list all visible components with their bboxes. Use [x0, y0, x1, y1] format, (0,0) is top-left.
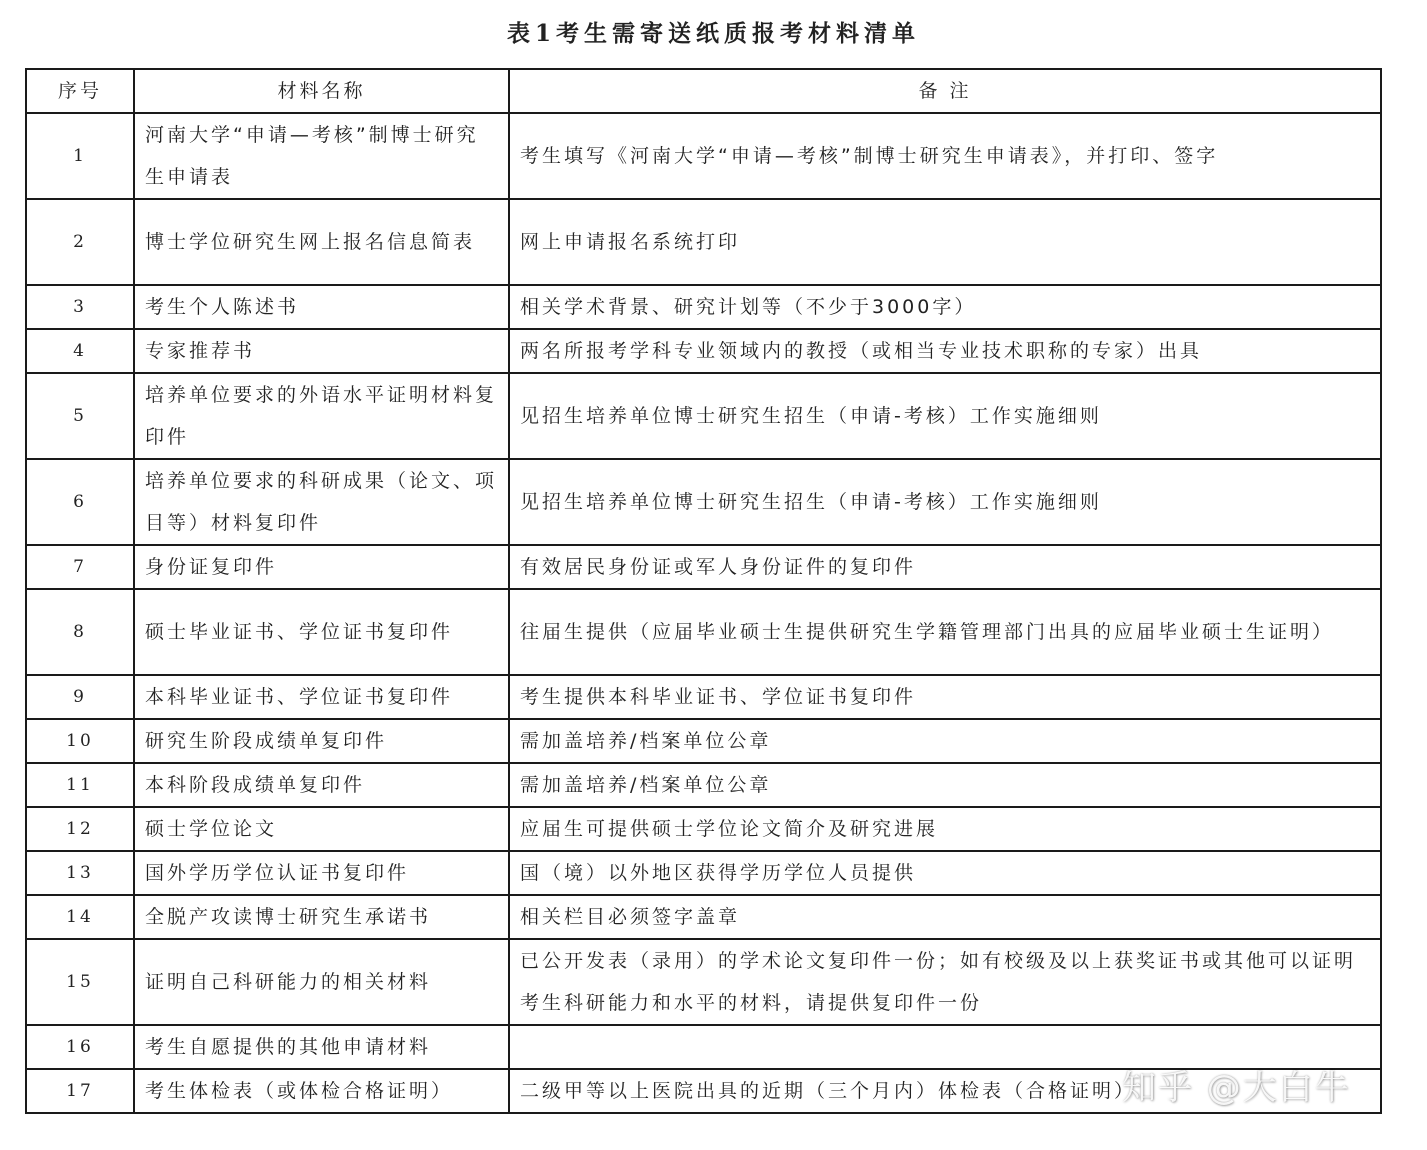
row-index: 8 [26, 589, 134, 675]
row-note: 见招生培养单位博士研究生招生（申请-考核）工作实施细则 [509, 373, 1381, 459]
row-note: 国（境）以外地区获得学历学位人员提供 [509, 851, 1381, 895]
table-row [26, 939, 1381, 1025]
row-material-name: 考生体检表（或体检合格证明） [134, 1069, 509, 1113]
row-note: 二级甲等以上医院出具的近期（三个月内）体检表（合格证明） [509, 1069, 1381, 1113]
table-row [26, 545, 1381, 589]
row-index: 4 [26, 329, 134, 373]
row-index: 7 [26, 545, 134, 589]
table-row [26, 763, 1381, 807]
table-row [26, 329, 1381, 373]
table-row [26, 459, 1381, 545]
row-index: 16 [26, 1025, 134, 1069]
row-material-name: 研究生阶段成绩单复印件 [134, 719, 509, 763]
row-note: 应届生可提供硕士学位论文简介及研究进展 [509, 807, 1381, 851]
row-material-name: 本科毕业证书、学位证书复印件 [134, 675, 509, 719]
row-note: 相关栏目必须签字盖章 [509, 895, 1381, 939]
row-note: 有效居民身份证或军人身份证件的复印件 [509, 545, 1381, 589]
row-index: 11 [26, 763, 134, 807]
row-material-name: 身份证复印件 [134, 545, 509, 589]
row-note: 两名所报考学科专业领域内的教授（或相当专业技术职称的专家）出具 [509, 329, 1381, 373]
row-note: 见招生培养单位博士研究生招生（申请-考核）工作实施细则 [509, 459, 1381, 545]
row-material-name: 证明自己科研能力的相关材料 [134, 939, 509, 1025]
row-note: 考生填写《河南大学“申请—考核”制博士研究生申请表》，并打印、签字 [509, 113, 1381, 199]
row-note: 往届生提供（应届毕业硕士生提供研究生学籍管理部门出具的应届毕业硕士生证明） [509, 589, 1381, 675]
row-index: 17 [26, 1069, 134, 1113]
table-row [26, 719, 1381, 763]
row-material-name: 河南大学“申请—考核”制博士研究生申请表 [134, 113, 509, 199]
row-note: 需加盖培养/档案单位公章 [509, 763, 1381, 807]
row-note: 需加盖培养/档案单位公章 [509, 719, 1381, 763]
row-material-name: 培养单位要求的外语水平证明材料复印件 [134, 373, 509, 459]
header-index: 序号 [26, 69, 134, 113]
table-row [26, 1025, 1381, 1069]
table-row [26, 373, 1381, 459]
row-material-name: 国外学历学位认证书复印件 [134, 851, 509, 895]
table-row [26, 589, 1381, 675]
row-index: 12 [26, 807, 134, 851]
row-index: 13 [26, 851, 134, 895]
row-material-name: 硕士学位论文 [134, 807, 509, 851]
row-material-name: 考生个人陈述书 [134, 285, 509, 329]
header-material-name: 材料名称 [134, 69, 509, 113]
row-material-name: 培养单位要求的科研成果（论文、项目等）材料复印件 [134, 459, 509, 545]
row-material-name: 全脱产攻读博士研究生承诺书 [134, 895, 509, 939]
row-index: 5 [26, 373, 134, 459]
materials-table [25, 68, 1382, 1114]
row-note: 网上申请报名系统打印 [509, 199, 1381, 285]
row-note: 考生提供本科毕业证书、学位证书复印件 [509, 675, 1381, 719]
table-row [26, 285, 1381, 329]
row-index: 6 [26, 459, 134, 545]
table-row [26, 113, 1381, 199]
row-material-name: 博士学位研究生网上报名信息简表 [134, 199, 509, 285]
row-note: 相关学术背景、研究计划等（不少于3000字） [509, 285, 1381, 329]
table-row [26, 675, 1381, 719]
row-index: 9 [26, 675, 134, 719]
header-note: 备 注 [509, 69, 1381, 113]
table-header-row [26, 69, 1381, 113]
table-row [26, 199, 1381, 285]
row-index: 14 [26, 895, 134, 939]
row-note [509, 1025, 1381, 1069]
row-index: 15 [26, 939, 134, 1025]
row-index: 1 [26, 113, 134, 199]
row-material-name: 专家推荐书 [134, 329, 509, 373]
zhihu-watermark: 知乎 @大白牛 [1122, 1068, 1351, 1108]
table-title: 表1考生需寄送纸质报考材料清单 [506, 20, 920, 47]
row-material-name: 硕士毕业证书、学位证书复印件 [134, 589, 509, 675]
row-material-name: 本科阶段成绩单复印件 [134, 763, 509, 807]
table-row [26, 851, 1381, 895]
row-index: 3 [26, 285, 134, 329]
row-note: 已公开发表（录用）的学术论文复印件一份；如有校级及以上获奖证书或其他可以证明考生科研能力和水平的材料，请提供复印件一份 [509, 939, 1381, 1025]
row-index: 10 [26, 719, 134, 763]
table-row [26, 807, 1381, 851]
row-index: 2 [26, 199, 134, 285]
table-row [26, 895, 1381, 939]
row-material-name: 考生自愿提供的其他申请材料 [134, 1025, 509, 1069]
